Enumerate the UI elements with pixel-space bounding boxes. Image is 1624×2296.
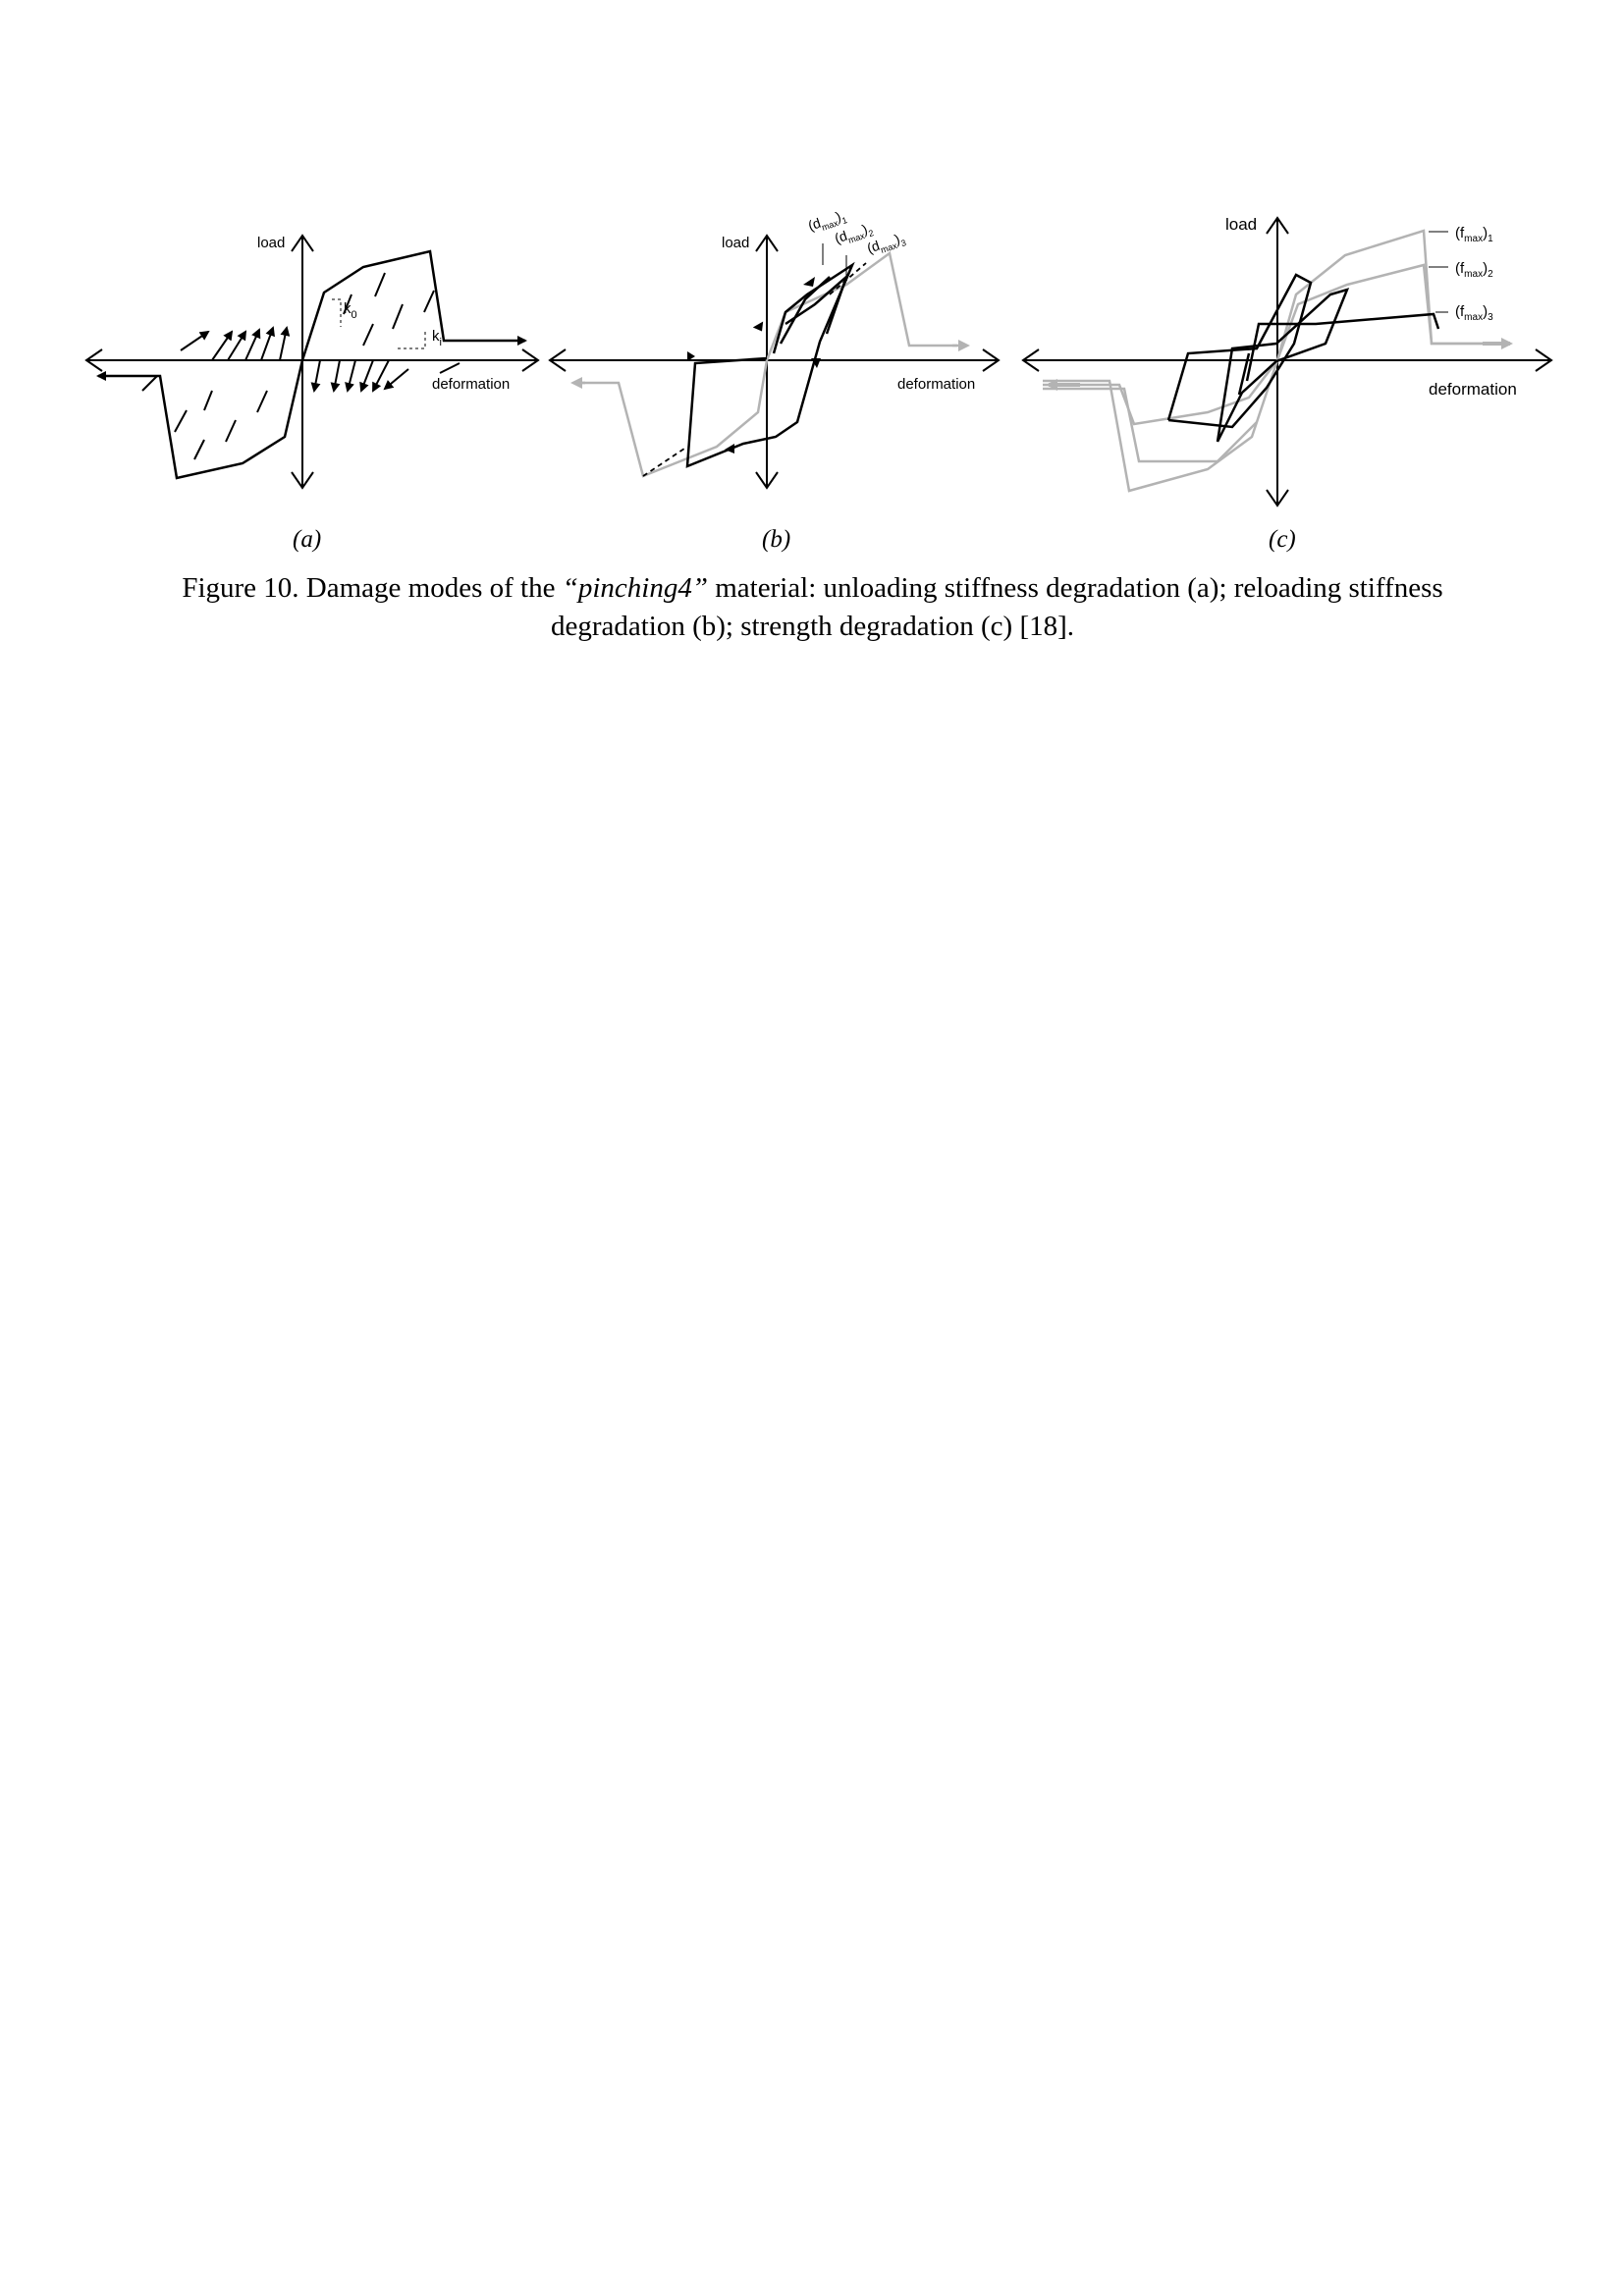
svg-text:(fmax)1: $(f_{max})_1$ [1455, 225, 1493, 244]
panel-c-x-axis-label: deformation [1429, 380, 1517, 399]
svg-text:(fmax)3: $(f_{max})_3$ [1455, 303, 1493, 323]
panel-c-fmax-leaders [1429, 232, 1448, 312]
panel-c-fmax-labels [1455, 225, 1493, 323]
panel-b-label: (b) [762, 526, 791, 553]
panel-a-label: (a) [293, 526, 322, 553]
svg-text:(dmax)1: $(d_{max})_1$ [805, 208, 849, 234]
panel-a-y-axis-label: load [257, 235, 286, 251]
caption-prefix: Figure 10. Damage modes of the [182, 572, 563, 604]
svg-text:(fmax)2: $(f_{max})_2$ [1455, 260, 1493, 280]
svg-text:(dmax)3: $(d_{max})_3$ [864, 231, 908, 256]
panel-b-x-axis-label: deformation [897, 376, 976, 393]
panel-c-label: (c) [1269, 526, 1296, 553]
panel-c-axes [1023, 218, 1551, 506]
panel-c-loops [1168, 275, 1438, 442]
svg-text:(dmax)2: $(d_{max})_2$ [832, 221, 876, 246]
panel-c-diagram [0, 0, 1624, 589]
panel-b-y-axis-label: load [722, 235, 750, 251]
panel-a-ki-label: $k_i$ [432, 328, 442, 348]
caption-suffix: material: unloading stiffness degradation (a); reloading stiffness degradation (b); strength degradation (c) [18]. [550, 572, 1443, 642]
caption-material-name: “pinching4” [562, 572, 708, 604]
panel-a-x-axis-label: deformation [432, 376, 511, 393]
figure-caption [147, 569, 1478, 646]
panel-c-y-axis-label: load [1225, 215, 1258, 234]
panel-a-k0-label: $k_0$ [344, 300, 357, 321]
